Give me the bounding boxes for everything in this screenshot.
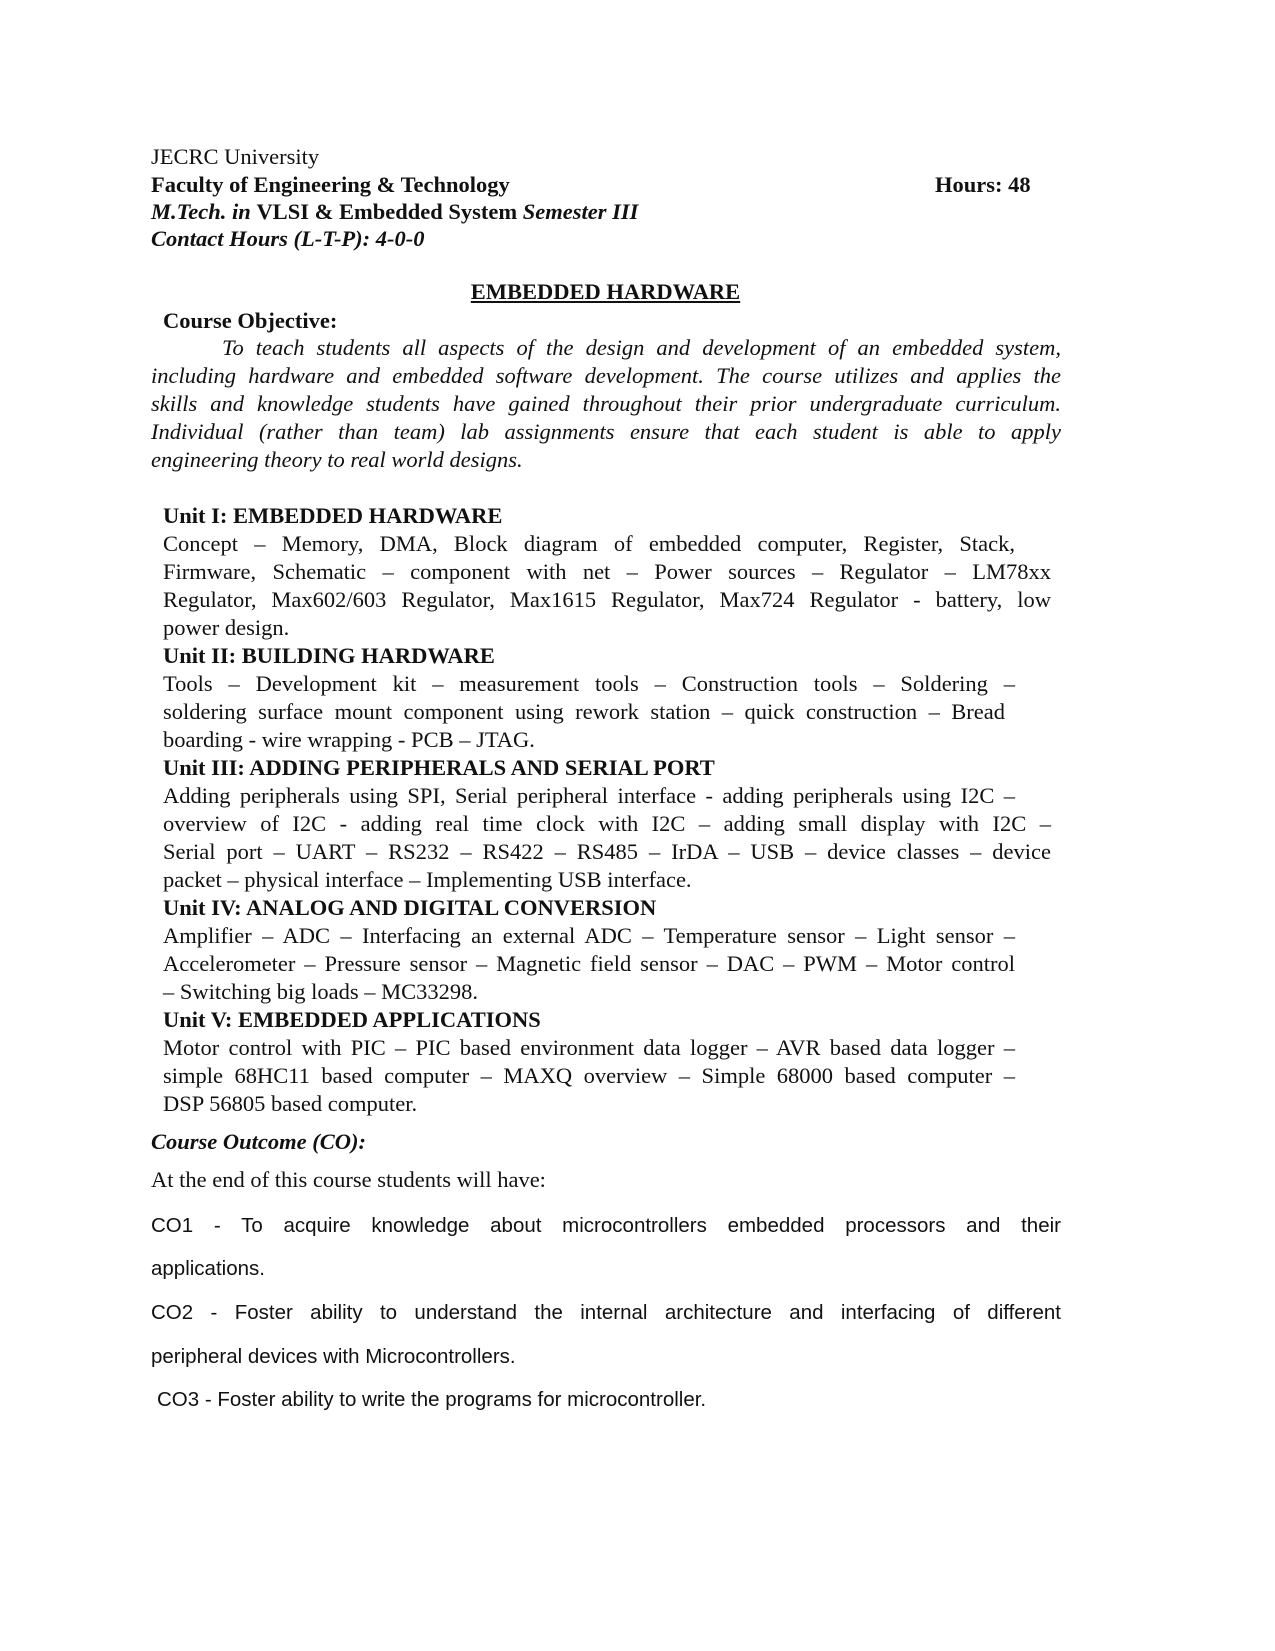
unit-4-heading: Unit IV: ANALOG AND DIGITAL CONVERSION xyxy=(163,895,657,920)
course-hours: Hours: 48 xyxy=(935,172,1031,197)
unit-3-line: overview of I2C - adding real time clock with I2C – adding small display with I2C – xyxy=(163,811,1051,836)
co3-line: CO3 - Foster ability to write the programs for microcontroller. xyxy=(157,1388,707,1411)
outcome-heading: Course Outcome (CO): xyxy=(151,1129,366,1154)
program-name: VLSI & Embedded System xyxy=(256,199,518,224)
co2-line: peripheral devices with Microcontrollers. xyxy=(151,1345,516,1368)
unit-5-heading: Unit V: EMBEDDED APPLICATIONS xyxy=(163,1007,541,1032)
unit-1-line: Concept – Memory, DMA, Block diagram of embedded computer, Register, Stack, xyxy=(163,531,1015,556)
co1-line: applications. xyxy=(151,1257,265,1280)
program-prefix: M.Tech. in xyxy=(151,199,251,224)
unit-3-heading: Unit III: ADDING PERIPHERALS AND SERIAL PORT xyxy=(163,755,715,780)
unit-2-heading: Unit II: BUILDING HARDWARE xyxy=(163,643,495,668)
semester: Semester III xyxy=(522,199,639,224)
unit-3-line: packet – physical interface – Implementing USB interface. xyxy=(163,867,692,892)
unit-4-line: Accelerometer – Pressure sensor – Magnetic field sensor – DAC – PWM – Motor control xyxy=(163,951,1015,976)
objective-line: including hardware and embedded software development. The course utilizes and applies the xyxy=(151,363,1061,388)
objective-line: skills and knowledge students have gained throughout their prior undergraduate curriculum. xyxy=(151,391,1061,416)
unit-5-line: DSP 56805 based computer. xyxy=(163,1091,418,1116)
objective-line: Individual (rather than team) lab assignments ensure that each student is able to apply xyxy=(151,419,1061,444)
unit-2-line: soldering surface mount component using rework station – quick construction – Bread xyxy=(163,699,1005,724)
objective-line: To teach students all aspects of the design and development of an embedded system, xyxy=(222,335,1061,360)
objective-heading: Course Objective: xyxy=(163,308,338,333)
unit-5-line: simple 68HC11 based computer – MAXQ overview – Simple 68000 based computer – xyxy=(163,1063,1015,1088)
unit-1-line: power design. xyxy=(163,615,290,640)
unit-4-line: Amplifier – ADC – Interfacing an external ADC – Temperature sensor – Light sensor – xyxy=(163,923,1015,948)
unit-1-line: Regulator, Max602/603 Regulator, Max1615 Regulator, Max724 Regulator - battery, low xyxy=(163,587,1051,612)
course-title: EMBEDDED HARDWARE xyxy=(470,279,741,304)
contact-hours: Contact Hours (L-T-P): 4-0-0 xyxy=(151,226,425,251)
objective-line: engineering theory to real world designs. xyxy=(151,447,523,472)
university-name: JECRC University xyxy=(151,144,320,169)
unit-2-line: Tools – Development kit – measurement tools – Construction tools – Soldering – xyxy=(163,671,1015,696)
outcome-intro: At the end of this course students will have: xyxy=(151,1167,546,1192)
unit-5-line: Motor control with PIC – PIC based environment data logger – AVR based data logger – xyxy=(163,1035,1015,1060)
unit-4-line: – Switching big loads – MC33298. xyxy=(163,979,479,1004)
co2-line: CO2 - Foster ability to understand the internal architecture and interfacing of different xyxy=(151,1301,1061,1324)
unit-1-heading: Unit I: EMBEDDED HARDWARE xyxy=(163,503,503,528)
objective-paragraph xyxy=(151,334,1061,474)
co1-line: CO1 - To acquire knowledge about microcontrollers embedded processors and their xyxy=(151,1214,1061,1237)
unit-3-line: Serial port – UART – RS232 – RS422 – RS485 – IrDA – USB – device classes – device xyxy=(163,839,1051,864)
units-section xyxy=(163,502,1051,1118)
program-line xyxy=(151,198,638,226)
unit-2-line: boarding - wire wrapping - PCB – JTAG. xyxy=(163,727,535,752)
unit-3-line: Adding peripherals using SPI, Serial peripheral interface - adding peripherals using I2C – xyxy=(163,783,1015,808)
unit-1-line: Firmware, Schematic – component with net – Power sources – Regulator – LM78xx xyxy=(163,559,1051,584)
faculty-name: Faculty of Engineering & Technology xyxy=(151,172,510,197)
